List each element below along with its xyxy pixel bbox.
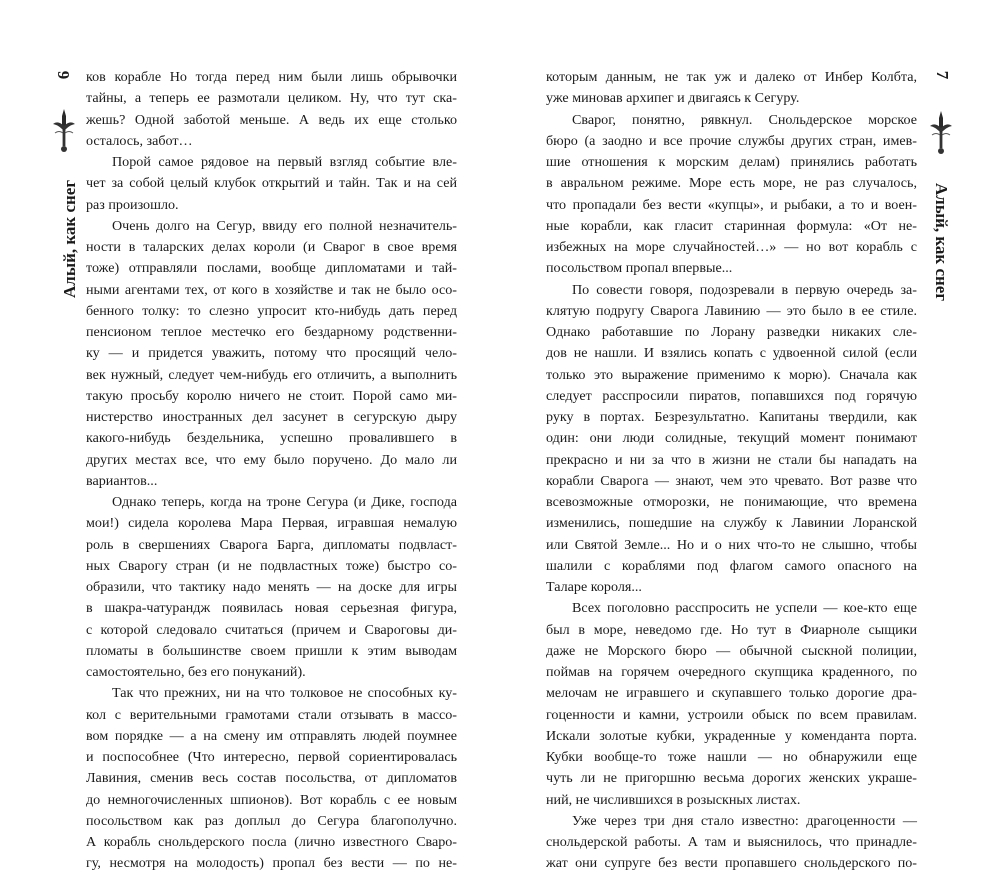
text-line: посольством как раз доплыл до Сегура благополучно.	[86, 812, 457, 829]
right-page-body	[546, 67, 917, 875]
text-line: бенного толку: то слезно упросит кто-нибудь дать перед	[86, 302, 457, 319]
text-line: пломаты в большинстве своем пришли к этим выводам	[86, 642, 457, 659]
text-line: жат они супруге без вести пропавшего снольдерского по-	[546, 855, 917, 872]
text-line: избежных на море случайностей…» — но вот корабль с	[546, 239, 917, 255]
text-line: всевозможные отморозки, не понимающие, что времена	[546, 494, 917, 510]
text-line: ности в таларских делах короли (и Сварог в свое время	[86, 239, 457, 255]
text-line: гоценности и камни, устроили обыск по всем правилам.	[546, 706, 917, 723]
text-line: такую просьбу королю ничего не стоит. Порой само ми-	[86, 387, 457, 404]
text-line: тоже) отправляли послами, вообще дипломатами и тай-	[86, 260, 457, 277]
text-line: бюро (а заодно и все прочие службы других стран, имев-	[546, 132, 917, 149]
text-line: даже не Морского бюро — обычной сыскной полиции,	[546, 642, 917, 659]
text-line: мои!) сидела королева Мара Первая, игравшая немалую	[86, 515, 457, 532]
text-line: ными агентами тех, от кого в хозяйстве и так не было осо-	[86, 281, 457, 298]
text-line: чет за собой целый клубок открытий и тайн. Так и на сей	[86, 175, 457, 192]
text-line: А корабль снольдерского посла (лично известного Сваро-	[86, 834, 457, 850]
text-line: тайны, а теперь ее размотали целиком. Ну, что тут ска-	[86, 90, 457, 107]
text-line: что пропадали без вести «купцы», и рыбаки, а то и воен-	[546, 196, 917, 213]
text-line: и поспособнее (Что интересно, первой сориентировалась	[86, 749, 457, 765]
text-line: ний, не числившихся в розыскных листах.	[546, 791, 801, 808]
text-line: чуть ли не пригоршню весьма дорогих женских украше-	[546, 770, 917, 787]
text-line: Кубки вообще-то тоже нашли — но обнаружили еще	[546, 749, 917, 765]
text-line: ные корабли, как гласит старинная формула: «От не-	[546, 217, 917, 234]
text-line: Очень долго на Сегур, ввиду его полной незначитель-	[112, 217, 457, 234]
text-line: нистерство иностранных дел засунет в сегурскую дыру	[86, 409, 457, 425]
text-line: жешь? Одной заботой меньше. А ведь их еще столько	[86, 111, 457, 128]
text-line: Так что прежних, ни на что толковое не способных ку-	[112, 685, 457, 702]
text-line: до немногочисленных шпионов). Вот корабль с ее новым	[86, 791, 457, 808]
text-line: был в море, неведомо где. Но тут в Фиарноле сыщики	[546, 621, 917, 638]
text-line: Уже через три дня стало известно: драгоценности —	[572, 812, 917, 829]
running-head: Алый, как снег	[60, 179, 79, 298]
text-line: клятую подругу Сварога Лавинию — это было в ее стиле.	[546, 302, 917, 319]
text-line: посольством пропал впервые...	[546, 260, 733, 277]
text-line: самостоятельно, без его понуканий).	[86, 664, 306, 680]
text-line: раз произошло.	[86, 196, 179, 213]
text-line: прекрасно и ни за что в жизни не стали бы нападать на	[546, 451, 917, 468]
text-line: которым данным, не так уж и далеко от Инбер Колбта,	[546, 69, 917, 85]
text-line: изменились, пошедшие на службу к Лавинии Лоранской	[546, 515, 917, 532]
left-page-body	[86, 67, 457, 875]
text-line: какого-нибудь бездельника, успешно провалившего в	[86, 430, 457, 447]
dagger-ornament-icon	[926, 110, 956, 156]
text-line: снольдерской работы. А там и выяснилось, что принадле-	[546, 834, 917, 850]
text-line: других местах все, что ему было поручено. До мало ли	[86, 451, 457, 468]
left-page	[0, 0, 500, 872]
text-line: осталось, забот…	[86, 132, 193, 149]
text-line: По совести говоря, подозревали в первую очередь за-	[572, 281, 917, 298]
text-line: ных Сварогу стран (и не подвластных тоже) быстро со-	[86, 557, 457, 574]
text-line: вом порядке — а на смену им отправлять людей поумнее	[86, 727, 457, 744]
text-line: в шакра-чатурандж появилась новая серьезная фигура,	[86, 600, 457, 617]
text-line: роль в свершениях Сварога Барга, дипломаты подвласт-	[86, 536, 457, 553]
text-line: руку в портах. Безрезультатно. Капитаны твердили, как	[546, 409, 917, 425]
page-number: 7	[933, 70, 952, 80]
text-line: мелочам не игравшего и скупавшего только дорогие дра-	[546, 685, 917, 702]
text-line: следует расспросили пиратов, попавшихся под горячую	[546, 387, 917, 404]
text-line: поймав на горячем очередного скупщика краденного, по	[546, 664, 917, 680]
text-line: ку — и придется уважить, потому что просящий чело-	[86, 345, 457, 362]
text-line: Однако работавшие по Лорану разведки никаких сле-	[546, 324, 917, 340]
text-line: век нужный, следует чем-нибудь его отличить, а выполнить	[86, 366, 457, 383]
text-line: только это выражение применимо к морю). Сначала как	[546, 366, 917, 383]
text-line: в авральном режиме. Море есть море, не раз случалось,	[546, 175, 917, 192]
text-line: с которой следовало считаться (причем и Свароговы ди-	[86, 621, 457, 638]
text-line: пенсионом теплое местечко его бездарному родственни-	[86, 324, 457, 340]
text-line: Таларе короля...	[546, 579, 642, 595]
text-line: Сварог, понятно, рявкнул. Снольдерское морское	[572, 111, 917, 128]
text-line: Всех поголовно расспросить не успели — кое-кто еще	[572, 600, 917, 617]
text-line: шие отношения к морским делам) принялись работать	[546, 154, 917, 170]
text-line: или Святой Земле... Но и о них что-то не слышно, чтобы	[546, 536, 917, 553]
text-line: дов не нашли. И взялись копать с удвоенной силой (если	[546, 345, 917, 362]
right-page	[500, 0, 1000, 872]
text-line: Искали золотые кубки, украденные у коменданта порта.	[546, 727, 917, 744]
text-line: кол с верительными грамотами стали отзывать в массо-	[86, 706, 457, 723]
text-line: ков корабле Но тогда перед ним были лишь обрывочки	[86, 69, 457, 85]
text-line: гу, несмотря на молодость) пропал без вести — по не-	[86, 855, 457, 872]
text-line: шалили с кораблями под флагом самого опасного на	[546, 557, 917, 574]
text-line: один: они люди солидные, текущий момент понимают	[546, 430, 917, 447]
running-head: Алый, как снег	[932, 183, 951, 302]
page-number: 6	[54, 70, 73, 80]
text-line: образили, что тактику надо менять — на доске для игры	[86, 579, 457, 595]
text-line: уже миновав архипег и двигаясь к Сегуру.	[546, 90, 800, 107]
text-line: корабли Сварога — знают, чем это чревато. Вот разве что	[546, 472, 917, 489]
text-line: Однако теперь, когда на троне Сегура (и Дике, господа	[112, 494, 457, 510]
text-line: Лавиния, сменив весь состав посольства, от дипломатов	[86, 770, 457, 787]
dagger-ornament-icon	[49, 108, 79, 154]
text-line: Порой самое рядовое на первый взгляд событие вле-	[112, 154, 457, 170]
text-line: вариантов...	[86, 472, 158, 489]
